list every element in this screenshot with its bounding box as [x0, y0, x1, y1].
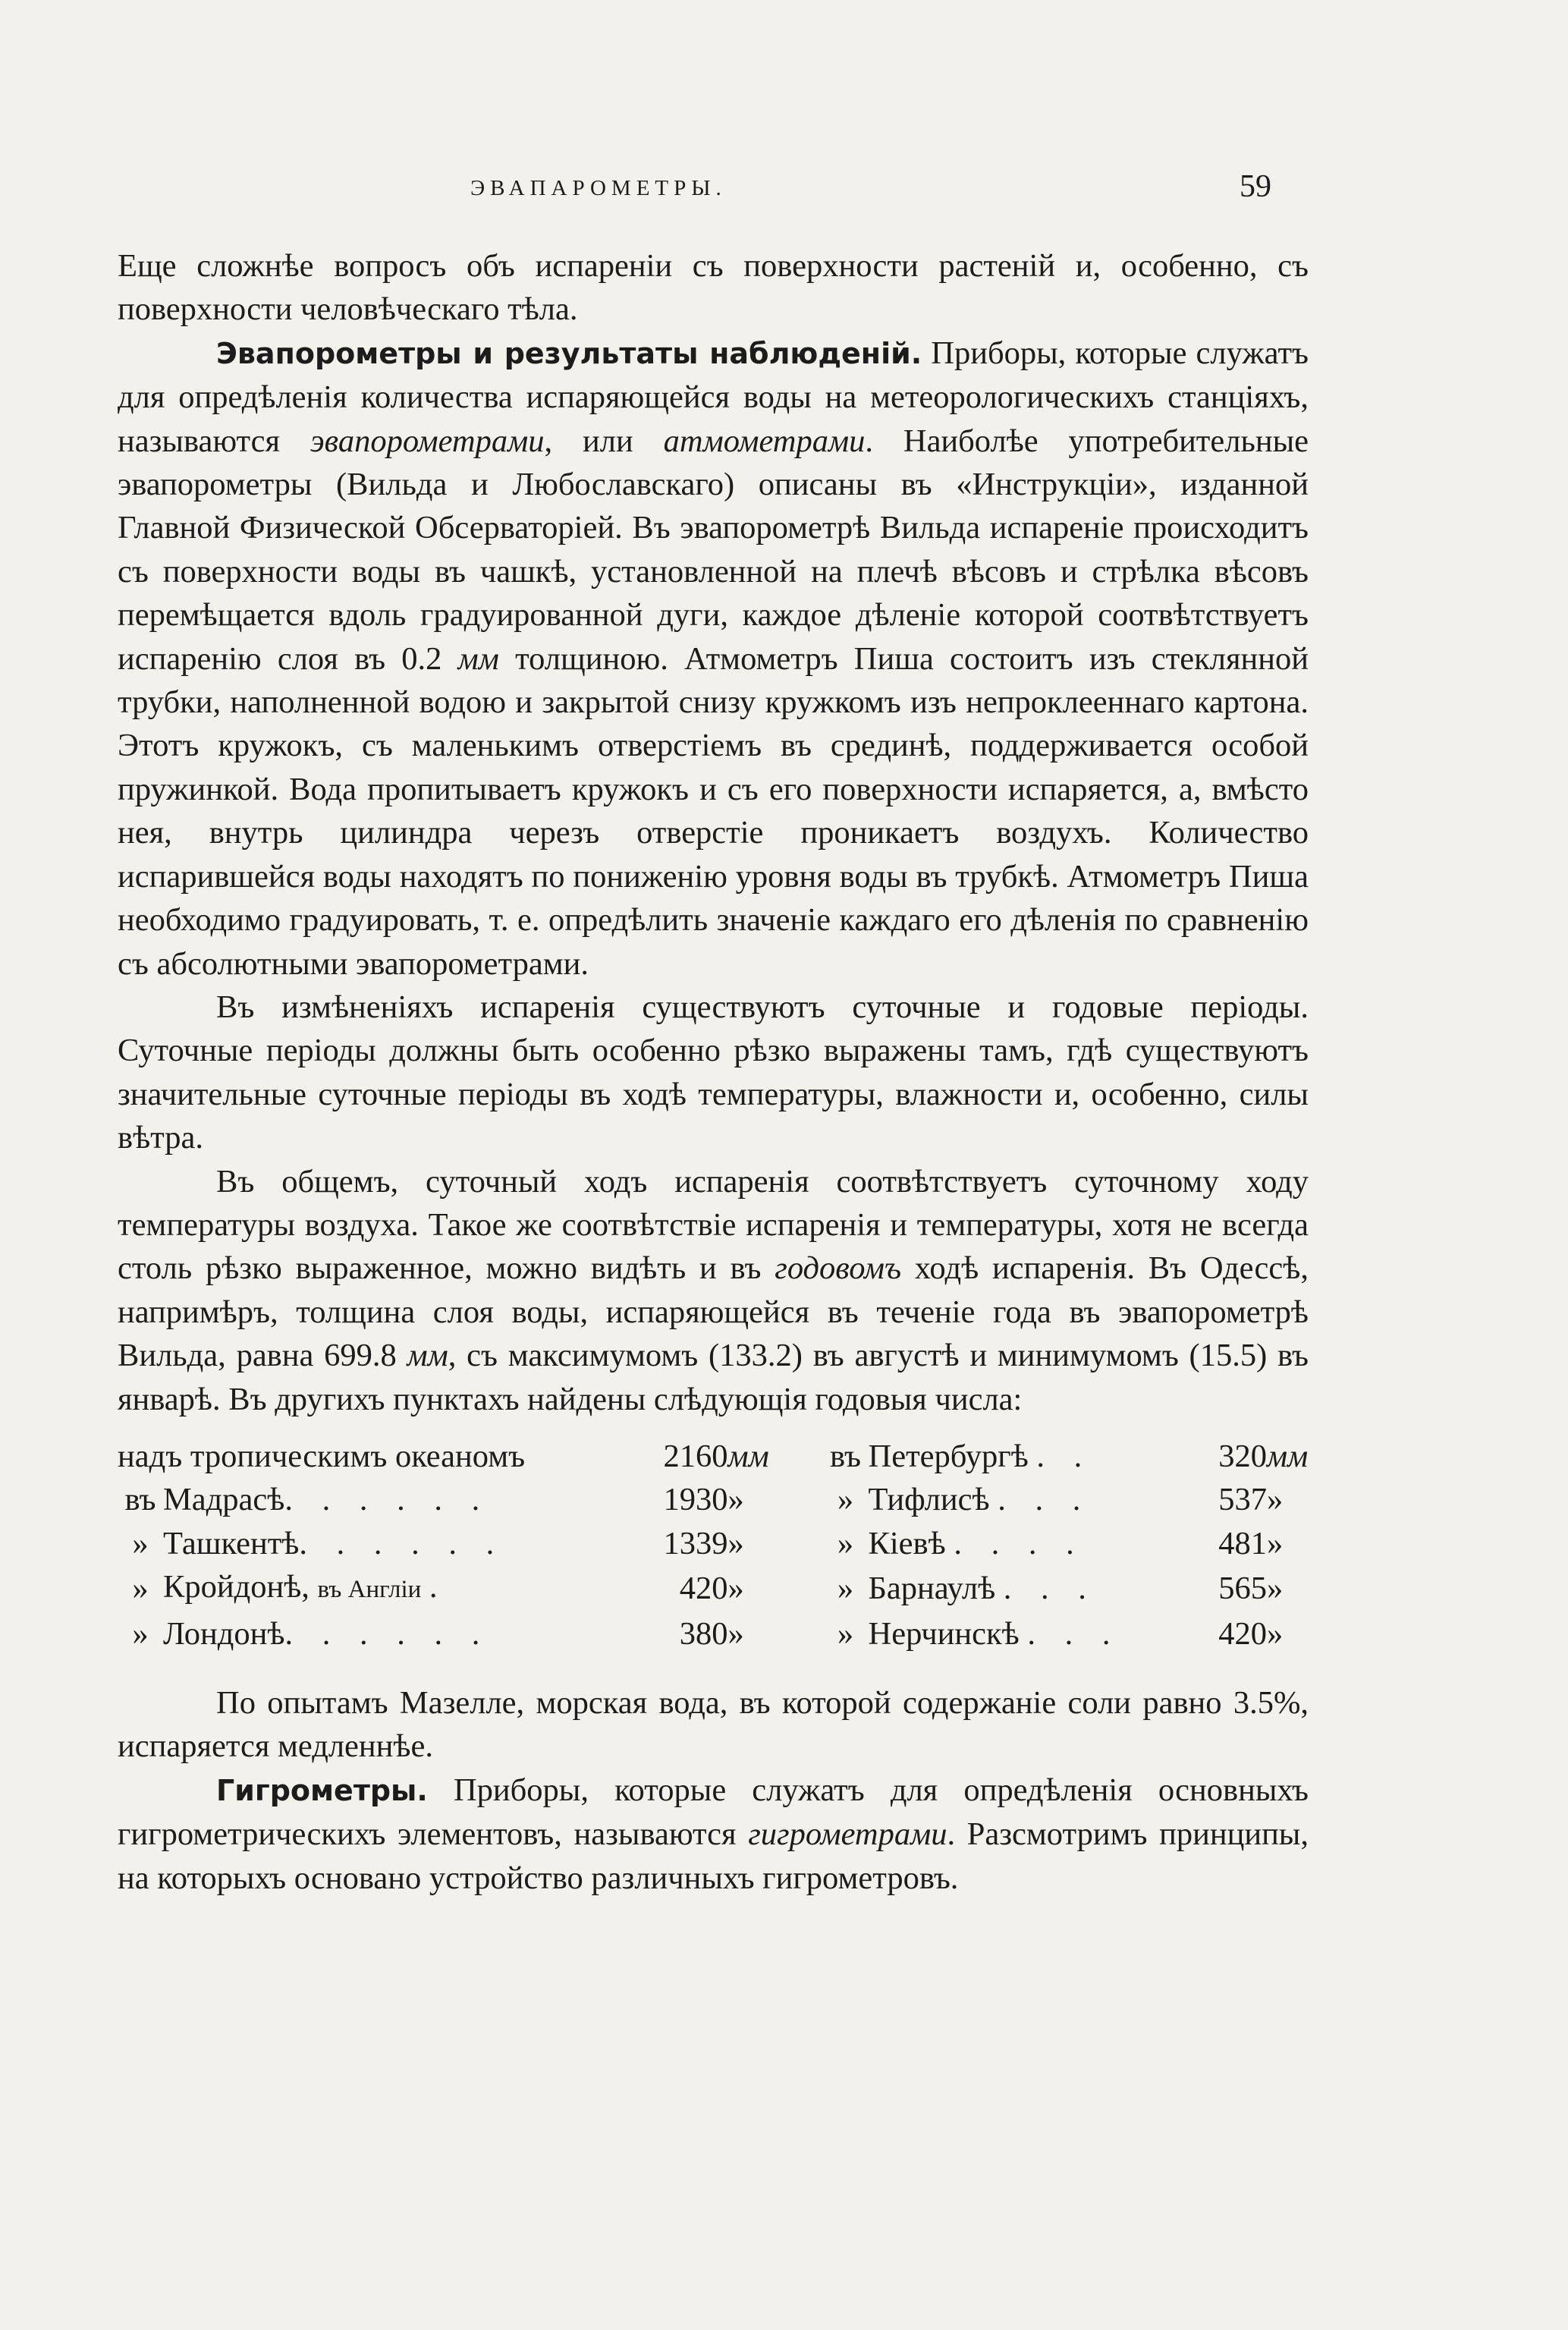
unit: »: [727, 1571, 744, 1607]
value: 481: [1218, 1525, 1267, 1561]
prefix: »: [132, 1525, 149, 1561]
unit: »: [727, 1482, 744, 1518]
paragraph-hygrometers: [118, 1769, 1309, 1900]
prefix: »: [837, 1482, 854, 1518]
place-name: Петербургѣ . .: [868, 1438, 1093, 1474]
prefix: »: [837, 1525, 854, 1561]
value: 1339: [663, 1525, 728, 1561]
place-name: Мадрасѣ. . . . . .: [163, 1482, 491, 1518]
paragraph-annual-course: [118, 1160, 1309, 1421]
paragraph-evaporometers: [118, 332, 1309, 986]
unit-mm: мм: [407, 1338, 448, 1374]
unit: »: [1267, 1571, 1284, 1607]
prefix: »: [837, 1571, 854, 1607]
table-row: [118, 1522, 1309, 1565]
prefix: въ: [124, 1482, 156, 1518]
place-name: Нерчинскѣ . . .: [868, 1615, 1121, 1652]
value: 380: [679, 1615, 728, 1652]
evaporation-table: [118, 1435, 1309, 1656]
table-row: [118, 1612, 1309, 1656]
prefix: »: [132, 1615, 149, 1652]
value: 420: [679, 1571, 728, 1607]
prefix: въ: [830, 1438, 862, 1474]
text-run: , съ максимумомъ (133.2) въ августѣ и минимумомъ (15.5) въ январѣ. Въ другихъ пунктахъ найдены слѣдующія годовыя числа:: [118, 1338, 1309, 1417]
place-name: надъ тропическимъ океаномъ: [118, 1438, 526, 1474]
body-text: [118, 244, 1309, 1900]
place-name: Ташкентѣ. . . . . .: [163, 1525, 505, 1561]
term-annual: годовомъ: [775, 1250, 902, 1287]
prefix: »: [132, 1571, 149, 1607]
paragraph-periods: Въ измѣненіяхъ испаренія существуютъ суточные и годовые періоды. Суточные періоды должны быть особенно рѣзко выражены тамъ, гдѣ существуютъ значительные суточные періоды въ ходѣ температуры, влажности и, особенно, силы вѣтра.: [118, 989, 1309, 1156]
value: 537: [1218, 1482, 1267, 1518]
place-name: Лондонѣ. . . . . .: [163, 1615, 491, 1652]
paragraph-evaporation-plants: Еще сложнѣе вопросъ объ испареніи съ поверхности растеній и, особенно, съ поверхности человѣческаго тѣла.: [118, 248, 1309, 328]
text-run: Приборы, которые служатъ для опредѣленія основныхъ гигрометрическихъ элементовъ, называются: [118, 1772, 1309, 1853]
prefix: »: [837, 1615, 854, 1652]
running-title: ЭВАПАРОМЕТРЫ.: [470, 176, 727, 200]
value: 565: [1218, 1571, 1267, 1607]
term-evaporometers: эвапорометрами: [310, 423, 545, 459]
text-run: толщиною. Атмометръ Пиша состоитъ изъ стеклянной трубки, наполненной водою и закрытой снизу кружкомъ изъ непроклееннаго картона. Этотъ кружокъ, съ маленькимъ отверстіемъ въ срединѣ, поддерживается особой пружинкой. Вода пропитываетъ кружокъ и съ его поверхности испаряется, а, вмѣсто нея, внутрь цилиндра черезъ отверстіе проникаетъ воздухъ. Количество испарившейся воды находятъ по пониженію уровня воды въ трубкѣ. Атмометръ Пиша необходимо градуировать, т. е. опредѣлить значеніе каждаго его дѣленія по сравненію съ абсолютными эвапорометрами.: [118, 640, 1309, 982]
value: 320: [1218, 1438, 1267, 1474]
page-number: 59: [1240, 169, 1271, 204]
paragraph-seawater: По опытамъ Мазелле, морская вода, въ которой содержаніе соли равно 3.5%, испаряется медленнѣе.: [118, 1685, 1309, 1765]
place-name: Кіевѣ . . . .: [868, 1525, 1085, 1561]
table-row: [118, 1478, 1309, 1521]
unit: мм: [727, 1438, 769, 1474]
section-heading-evaporometers: Эвапорометры и результаты наблюденій.: [216, 336, 922, 370]
unit: »: [1267, 1615, 1284, 1652]
term-hygrometers: гигрометрами: [748, 1816, 947, 1853]
table-row: [118, 1565, 1309, 1612]
section-heading-hygrometers: Гигрометры.: [216, 1773, 428, 1807]
unit: »: [727, 1615, 744, 1652]
value: 420: [1218, 1615, 1267, 1652]
place-name: Кройдонѣ, въ Англіи .: [163, 1569, 448, 1605]
unit: мм: [1267, 1438, 1309, 1474]
text-run: . Разсмотримъ принципы, на которыхъ основано устройство различныхъ гигрометровъ.: [118, 1816, 1309, 1896]
unit: »: [1267, 1525, 1284, 1561]
place-name: Барнаулѣ . . .: [868, 1571, 1097, 1607]
value: 1930: [663, 1482, 728, 1518]
unit: »: [1267, 1482, 1284, 1518]
place-name: Тифлисѣ . . .: [868, 1482, 1092, 1518]
unit-mm: мм: [457, 640, 499, 677]
term-atmometers: атмометрами: [663, 423, 866, 459]
text-run: Въ общемъ, суточный ходъ испаренія соотвѣтствуетъ суточному ходу температуры воздуха. Такое же соотвѣтствіе испаренія и температуры, хотя не всегда столь рѣзко выраженное, можно видѣть и въ: [118, 1163, 1309, 1287]
unit: »: [727, 1525, 744, 1561]
table-row: [118, 1435, 1309, 1478]
value: 2160: [663, 1438, 728, 1474]
text-run: Приборы, которые служатъ для опредѣленія количества испаряющейся воды на метеорологическихъ станціяхъ, называются: [118, 335, 1309, 459]
text-run: ходѣ испаренія. Въ Одессѣ, напримѣръ, толщина слоя воды, испаряющейся въ теченіе года въ эвапорометрѣ Вильда, равна 699.8: [118, 1250, 1309, 1374]
text-run: , или: [544, 423, 664, 459]
text-run: . Наиболѣе употребительные эвапорометры (Вильда и Любославскаго) описаны въ «Инструкціи», изданной Главной Физической Обсерваторіей. Въ эвапорометрѣ Вильда испареніе происходитъ съ поверхности воды въ чашкѣ, установленной на плечѣ вѣсовъ и стрѣлка вѣсовъ перемѣщается вдоль градуированной дуги, каждое дѣленіе которой соотвѣтствуетъ испаренію слоя въ 0.2: [118, 423, 1309, 677]
